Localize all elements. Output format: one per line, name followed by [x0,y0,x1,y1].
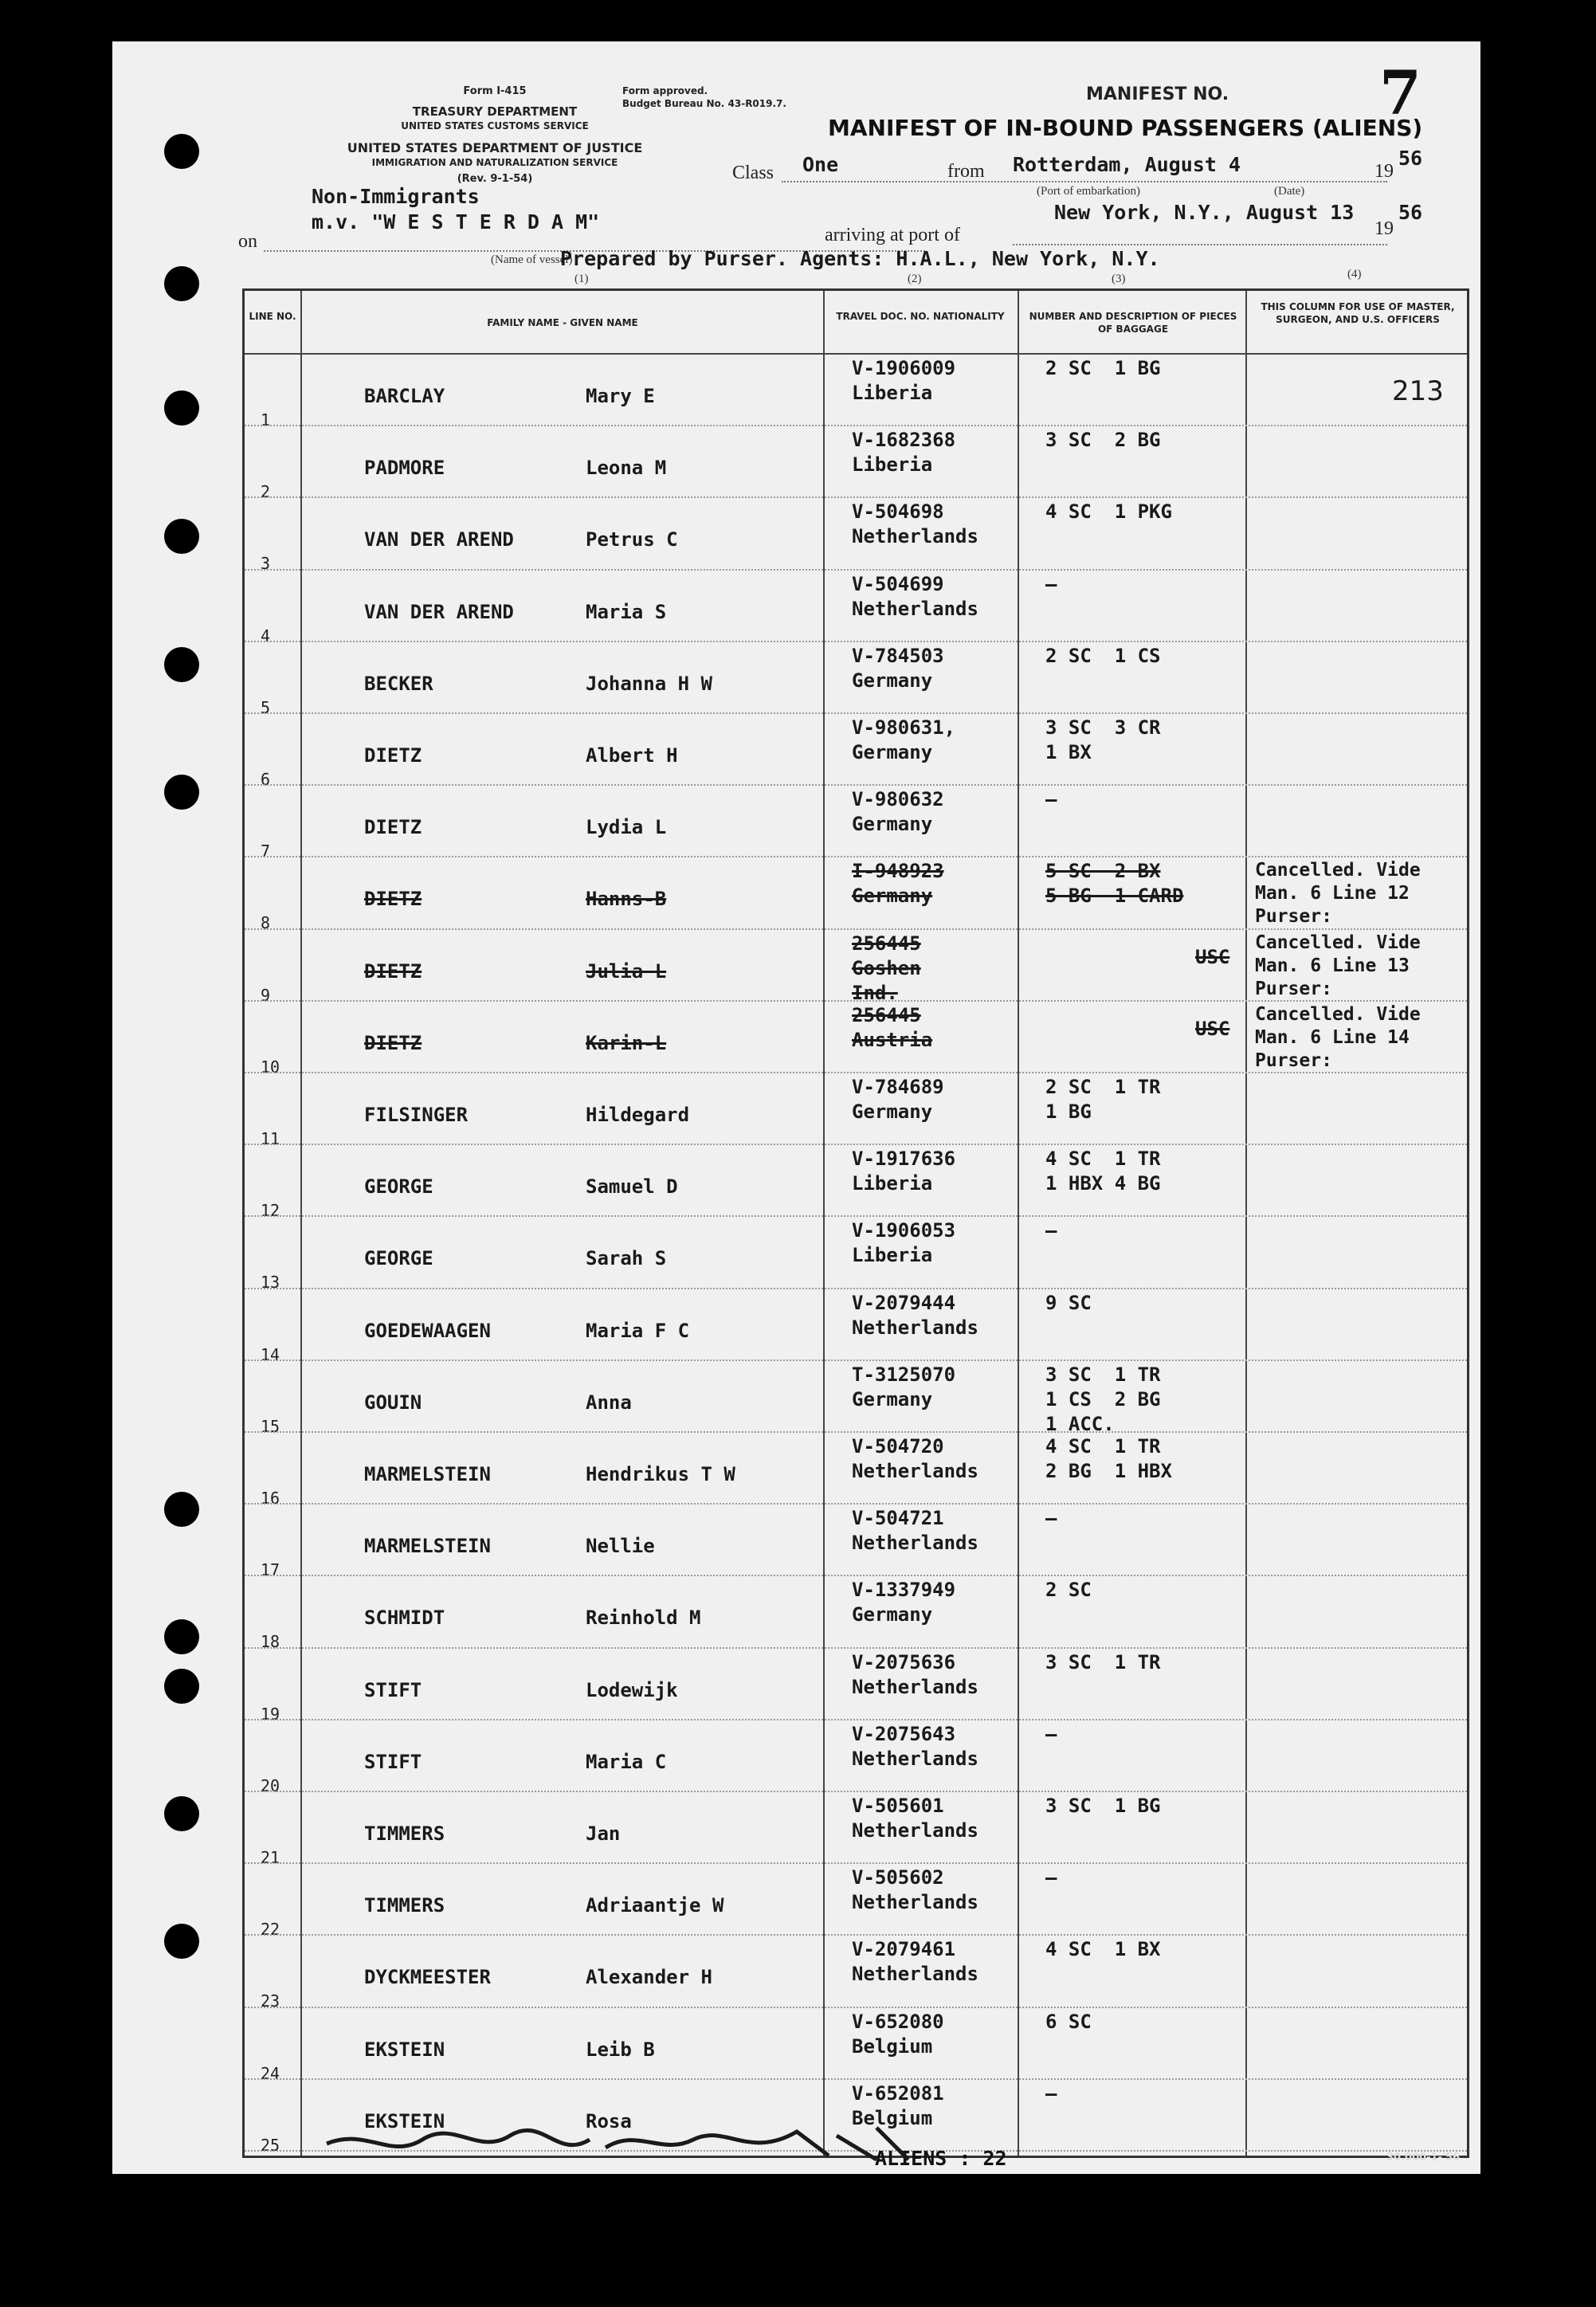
aliens-total: ALIENS : 22 [875,2147,1007,2170]
nationality: Germany [852,1603,933,1626]
form-code: 30.000-1-'56 [1386,2152,1461,2164]
travel-doc-number: V-504720 [852,1435,944,1458]
officer-note [1255,932,1421,1001]
baggage-cell [1045,859,1183,908]
travel-doc-number: V-504721 [852,1507,944,1530]
travel-doc-number: T-3125070 [852,1363,956,1386]
family-name: DYCKMEESTER [364,1966,491,1989]
baggage-line1: 4 SC 1 PKG [1045,500,1172,524]
travel-doc-cell [852,1147,955,1196]
baggage-line2: 2 BG 1 HBX [1045,1460,1172,1482]
given-name: Adriaantje W [586,1894,724,1917]
travel-doc-number: 256445 [852,932,921,955]
note-line2: Man. 6 Line 13 [1255,955,1410,976]
travel-doc-number: V-2079461 [852,1938,956,1961]
from-label: from [947,161,985,182]
baggage-line1: 4 SC 1 BX [1045,1938,1161,1961]
col-header-line: LINE NO. [249,311,296,322]
binder-hole [164,519,199,554]
table-row [245,1288,1467,1364]
family-name: MARMELSTEIN [364,1535,491,1558]
table-row [245,1791,1467,1867]
table-row [245,1359,1467,1436]
baggage-line1: 3 SC 1 TR [1045,1363,1161,1386]
note-line3: Purser: [1255,906,1332,928]
baggage-cell [1045,716,1161,765]
baggage-cell [1045,1434,1172,1484]
table-row [245,928,1467,1005]
table-row [245,1719,1467,1795]
baggage-cell [1045,572,1057,597]
manifest-title: MANIFEST OF IN-BOUND PASSENGERS (ALIENS) [828,115,1423,141]
baggage-cell [1045,1218,1057,1243]
baggage-cell [1045,1147,1161,1196]
given-name: Albert H [586,744,678,767]
given-name: Johanna H W [586,672,712,695]
travel-doc-number: V-2075636 [852,1650,956,1673]
customs-service: UNITED STATES CUSTOMS SERVICE [401,120,589,131]
table-row [245,425,1467,502]
signature [319,2109,972,2176]
family-name: DIETZ [364,959,422,983]
baggage-line1: 3 SC 1 BG [1045,1795,1161,1817]
travel-doc-number: V-505601 [852,1795,944,1817]
travel-doc-number: V-504699 [852,572,944,595]
department-of-justice: UNITED STATES DEPARTMENT OF JUSTICE [347,140,643,155]
baggage-line1: 4 SC 1 TR [1045,1435,1161,1458]
family-name: GOUIN [364,1391,422,1414]
given-name: Leona M [586,457,667,480]
line-number: 12 [261,1201,280,1221]
arriving-label: arriving at port of [825,225,960,245]
baggage-line1: — [1045,1866,1057,1889]
form-approved: Form approved. [622,85,708,96]
binder-hole [164,134,199,169]
travel-doc-number: V-784689 [852,1076,944,1098]
travel-doc-number: V-652081 [852,2081,944,2105]
given-name: Nellie [586,1535,655,1558]
family-name: STIFT [364,1750,422,1773]
nationality: Germany [852,1101,933,1123]
note-line1: Cancelled. Vide [1255,1003,1421,1025]
travel-doc-cell [852,932,921,1006]
baggage-line3: 1 ACC. [1045,1412,1115,1435]
nationality: Netherlands [852,1747,978,1770]
given-name: Samuel D [586,1175,678,1199]
travel-doc-cell [852,2010,944,2059]
given-name: Alexander H [586,1966,712,1989]
baggage-cell [1045,1794,1161,1819]
line-number: 14 [261,1344,280,1364]
travel-doc-number: V-505602 [852,1866,944,1889]
budget-bureau: Budget Bureau No. 43-R019.7. [622,98,786,109]
col-header-baggage: NUMBER AND DESCRIPTION OF PIECES OF BAGGAGE [1029,311,1237,335]
sub-label-2: (2) [908,273,922,285]
baggage-line1: — [1045,1219,1057,1242]
travel-doc-number: V-1917636 [852,1148,956,1171]
line-number: 15 [261,1416,280,1436]
port-dotted-line [1013,244,1387,245]
on-label: on [238,231,257,252]
binder-hole [164,1619,199,1654]
line-number: 6 [261,770,271,789]
family-name: GEORGE [364,1175,433,1199]
nationality: Belgium [852,2106,933,2129]
class-label: Class [732,163,774,183]
nationality: Netherlands [852,1963,978,1986]
travel-doc-cell [852,1722,978,1771]
class-dotted-line [782,181,1387,182]
given-name: Leib B [586,2038,655,2061]
table-row [245,1000,1467,1077]
nationality: Germany [852,813,933,836]
travel-doc-number: V-504698 [852,500,944,524]
from-value: Rotterdam, August 4 [1013,153,1241,176]
table-row [245,1647,1467,1724]
family-name: TIMMERS [364,1894,445,1917]
nationality: Goshen [852,956,921,979]
nationality: Germany [852,885,933,908]
class-value: One [802,153,839,176]
baggage-line1: 3 SC 1 TR [1045,1650,1161,1673]
binder-hole [164,390,199,426]
nationality: Netherlands [852,1891,978,1914]
note-line3: Purser: [1255,1050,1332,1071]
baggage-line1: — [1045,1722,1057,1745]
baggage-cell [1045,428,1161,453]
family-name: GOEDEWAAGEN [364,1319,491,1342]
table-row [245,1215,1467,1293]
travel-doc-cell [852,1434,978,1484]
table-row [245,1431,1467,1508]
baggage-cell [1045,644,1161,669]
travel-doc-number: I-948923 [852,860,944,883]
line-number: 21 [261,1848,280,1867]
passenger-table [242,288,1469,2158]
sub-label-1: (1) [574,273,589,285]
travel-doc-cell [852,1291,978,1340]
binder-hole [164,647,199,682]
table-row [245,353,1467,430]
baggage-cell [1045,1650,1161,1675]
usc-mark: USC [1195,1017,1230,1040]
travel-doc-cell [852,1937,978,1987]
travel-doc-cell [852,859,944,908]
year2-value: 56 [1398,201,1423,224]
travel-doc-cell [852,500,978,549]
travel-doc-number: V-2079444 [852,1291,956,1314]
sub-label-4: (4) [1347,268,1362,281]
note-line2: Man. 6 Line 14 [1255,1026,1410,1048]
line-number: 25 [261,2135,280,2155]
given-name: Reinhold M [586,1607,701,1630]
nationality: Austria [852,1028,933,1051]
nationality: Netherlands [852,1675,978,1698]
nationality: Netherlands [852,525,978,548]
travel-doc-cell [852,1363,955,1412]
baggage-line1: 4 SC 1 TR [1045,1148,1161,1171]
travel-doc-cell [852,572,978,622]
family-name: DIETZ [364,1031,422,1054]
given-name: Anna [586,1391,632,1414]
baggage-line1: 2 SC 1 BG [1045,357,1161,379]
table-row [245,784,1467,861]
line-number: 4 [261,626,271,645]
nationality: Liberia [852,453,933,477]
family-name: GEORGE [364,1247,433,1270]
travel-doc-cell [852,1578,955,1627]
travel-doc-number: 256445 [852,1003,921,1026]
family-name: DIETZ [364,744,422,767]
binder-hole [164,1492,199,1527]
line-number: 13 [261,1273,280,1293]
given-name: Hanns-B [586,888,667,911]
line-number: 8 [261,913,271,933]
line-number: 18 [261,1632,280,1652]
given-name: Karin-L [586,1031,667,1054]
table-row [245,2007,1467,2083]
year2-prefix: 19 [1374,218,1394,239]
nationality: Netherlands [852,1316,978,1339]
prepared-by: Prepared by Purser. Agents: H.A.L., New York, N.Y. [560,247,1160,270]
travel-doc-cell [852,644,944,693]
line-number: 22 [261,1920,280,1940]
line-number: 9 [261,985,271,1005]
table-row [245,641,1467,717]
given-name: Julia L [586,959,667,983]
line-number: 19 [261,1704,280,1724]
travel-doc-number: V-1337949 [852,1579,956,1602]
travel-doc-cell [852,1650,978,1700]
note-line1: Cancelled. Vide [1255,932,1421,953]
travel-doc-number: V-980631, [852,716,956,739]
baggage-cell [1045,1937,1161,1962]
travel-doc-cell [852,1794,978,1843]
given-name: Lydia L [586,816,667,839]
given-name: Maria F C [586,1319,690,1342]
table-row [245,1862,1467,1940]
port-embarkation-label: (Port of embarkation) [1037,185,1140,198]
family-name: EKSTEIN [364,2038,445,2061]
family-name: DIETZ [364,816,422,839]
travel-doc-number: V-652080 [852,2010,944,2033]
family-name: FILSINGER [364,1104,469,1126]
travel-doc-cell [852,787,944,837]
binder-hole [164,775,199,810]
table-row [245,712,1467,789]
nationality: Netherlands [852,1532,978,1555]
nationality: Liberia [852,1172,933,1195]
given-name: Petrus C [586,528,678,551]
line-number: 17 [261,1560,280,1580]
family-name: MARMELSTEIN [364,1463,491,1485]
line-number: 11 [261,1129,280,1148]
form-number: Form I-415 [463,85,527,97]
nationality: Germany [852,1387,933,1410]
baggage-line1: 9 SC [1045,1291,1092,1314]
officer-note [1255,859,1421,928]
nationality-line2: Ind. [852,981,898,1004]
baggage-line2: 5 BG 1 CARD [1045,885,1184,908]
travel-doc-cell [852,1003,932,1053]
baggage-line2: 1 BG [1045,1101,1092,1123]
baggage-cell [1045,1291,1092,1316]
nationality: Germany [852,741,933,763]
col-header-officers: THIS COLUMN FOR USE OF MASTER, SURGEON, AND U.S. OFFICERS [1261,301,1455,326]
family-name: VAN DER AREND [364,600,514,623]
given-name: Lodewijk [586,1678,678,1701]
travel-doc-cell [852,428,955,477]
officer-note [1255,1003,1421,1073]
given-name: Hendrikus T W [586,1463,735,1485]
nationality: Liberia [852,382,933,404]
travel-doc-cell [852,1075,944,1124]
travel-doc-number: V-1906053 [852,1219,956,1242]
line-number: 16 [261,1489,280,1508]
nationality: Belgium [852,2034,933,2058]
baggage-line2: 1 CS 2 BG [1045,1387,1161,1410]
year1-prefix: 19 [1374,161,1394,182]
travel-doc-cell [852,356,955,406]
line-number: 5 [261,697,271,717]
given-name: Sarah S [586,1247,667,1270]
baggage-cell [1045,2081,1057,2106]
family-name: BARCLAY [364,385,445,407]
revision-date: (Rev. 9-1-54) [457,173,533,185]
date-label: (Date) [1274,185,1305,198]
travel-doc-cell [852,716,955,765]
baggage-line1: 3 SC 2 BG [1045,429,1161,452]
baggage-cell [1045,787,1057,812]
given-name: Hildegard [586,1104,690,1126]
travel-doc-cell [852,1866,978,1915]
official-count: 213 [1392,375,1444,407]
line-number: 7 [261,842,271,861]
baggage-line2: 1 HBX 4 BG [1045,1172,1161,1195]
table-row [245,1144,1467,1221]
manifest-no-label: MANIFEST NO. [1086,84,1229,104]
binder-hole [164,266,199,301]
family-name: VAN DER AREND [364,528,514,551]
baggage-line1: — [1045,2081,1057,2105]
treasury-department: TREASURY DEPARTMENT [412,104,578,119]
baggage-cell [1045,500,1172,524]
family-name: SCHMIDT [364,1607,445,1630]
given-name: Rosa [586,2109,632,2132]
line-number: 24 [261,2063,280,2083]
baggage-line1: 5 SC 2 BX [1045,860,1161,883]
arriving-value: New York, N.Y., August 13 [1054,201,1355,224]
col-header-name: FAMILY NAME - GIVEN NAME [487,317,638,328]
baggage-line1: — [1045,572,1057,595]
name-of-vessel-label: (Name of vessel) [491,253,573,266]
baggage-cell [1045,356,1161,381]
baggage-line1: 3 SC 3 CR [1045,716,1161,739]
vessel-line2: m.v. "W E S T E R D A M" [312,210,600,233]
col-header-doc: TRAVEL DOC. NO. NATIONALITY [836,311,1005,322]
line-number: 2 [261,482,271,502]
baggage-cell [1045,1363,1161,1437]
note-line3: Purser: [1255,978,1332,999]
travel-doc-number: V-2075643 [852,1722,956,1745]
baggage-line1: — [1045,788,1057,811]
table-row [245,496,1467,574]
baggage-cell [1045,1506,1057,1531]
nationality: Netherlands [852,1819,978,1842]
year1-value: 56 [1398,147,1423,170]
baggage-line2: 1 BX [1045,741,1092,763]
baggage-cell [1045,1722,1057,1747]
family-name: STIFT [364,1678,422,1701]
line-number: 1 [261,410,271,430]
note-line1: Cancelled. Vide [1255,860,1421,881]
baggage-cell [1045,1578,1092,1603]
vessel-line1: Non-Immigrants [312,185,480,208]
table-row [245,856,1467,933]
given-name: Mary E [586,385,655,407]
line-number: 23 [261,1991,280,2011]
baggage-line1: — [1045,1507,1057,1530]
line-number: 10 [261,1057,280,1077]
travel-doc-number: V-1682368 [852,429,956,452]
line-number: 20 [261,1775,280,1795]
binder-hole [164,1924,199,1959]
binder-hole [164,1796,199,1831]
nationality: Germany [852,669,933,692]
travel-doc-cell [852,1506,978,1556]
family-name: BECKER [364,672,433,695]
given-name: Jan [586,1822,621,1845]
family-name: DIETZ [364,888,422,911]
baggage-line1: 2 SC 1 CS [1045,644,1161,667]
nationality: Netherlands [852,597,978,620]
family-name: PADMORE [364,457,445,480]
given-name: Maria S [586,600,667,623]
table-row [245,1503,1467,1580]
baggage-cell [1045,1866,1057,1890]
baggage-line1: 2 SC [1045,1579,1092,1602]
baggage-line1: 2 SC 1 TR [1045,1076,1161,1098]
immigration-service: IMMIGRATION AND NATURALIZATION SERVICE [371,157,618,168]
baggage-line1: 6 SC [1045,2010,1092,2033]
table-row [245,1934,1467,2011]
family-name: EKSTEIN [364,2109,445,2132]
binder-hole [164,1669,199,1704]
travel-doc-number: V-784503 [852,644,944,667]
note-line2: Man. 6 Line 12 [1255,883,1410,904]
table-row [245,1072,1467,1148]
table-row [245,569,1467,645]
line-number: 3 [261,554,271,574]
travel-doc-cell [852,1218,955,1268]
sub-label-3: (3) [1112,273,1126,285]
nationality: Netherlands [852,1460,978,1482]
given-name: Maria C [586,1750,667,1773]
travel-doc-number: V-980632 [852,788,944,811]
usc-mark: USC [1195,945,1230,968]
baggage-cell [1045,1075,1161,1124]
manifest-no-value: 7 [1379,57,1421,128]
travel-doc-number: V-1906009 [852,357,956,379]
nationality: Liberia [852,1244,933,1267]
baggage-cell [1045,2010,1092,2034]
family-name: TIMMERS [364,1822,445,1845]
table-row [245,1575,1467,1652]
